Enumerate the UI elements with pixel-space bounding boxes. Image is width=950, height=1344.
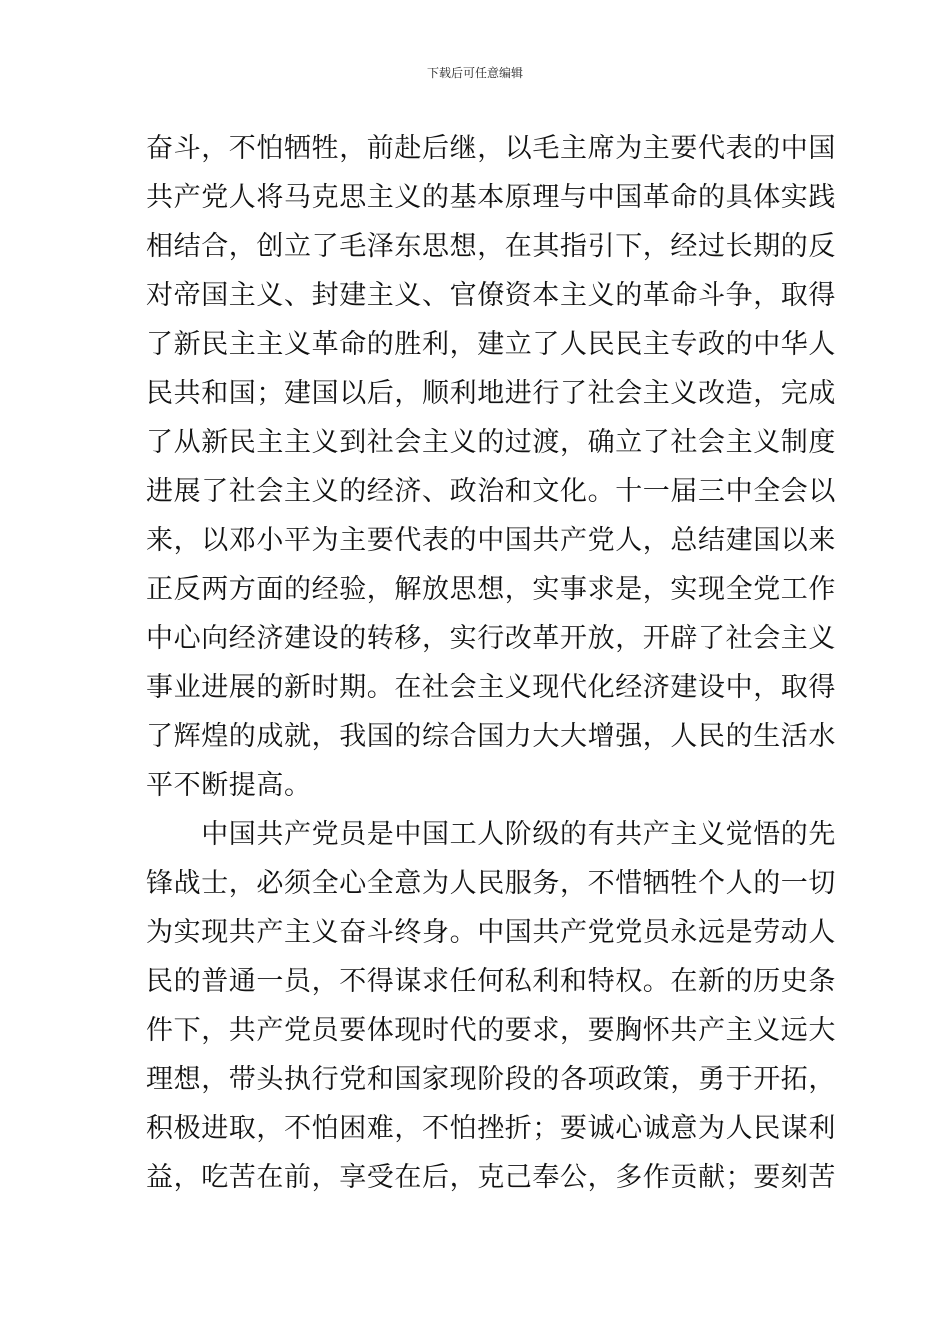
text-line: 中国共产党员是中国工人阶级的有共产主义觉悟的先 (146, 819, 836, 850)
text-line: 奋斗，不怕牺牲，前赴后继，以毛主席为主要代表的中国 (146, 133, 836, 164)
text-line: 益，吃苦在前，享受在后，克己奉公，多作贡献；要刻苦 (146, 1162, 836, 1193)
text-line: 件下，共产党员要体现时代的要求，要胸怀共产主义远大 (146, 1015, 836, 1046)
text-line: 共产党人将马克思主义的基本原理与中国革命的具体实践 (146, 182, 836, 213)
text-line: 对帝国主义、封建主义、官僚资本主义的革命斗争，取得 (146, 280, 836, 311)
text-line: 民的普通一员，不得谋求任何私利和特权。在新的历史条 (146, 966, 836, 997)
page-header: 下载后可任意编辑 (426, 66, 523, 80)
text-line: 事业进展的新时期。在社会主义现代化经济建设中，取得 (146, 672, 836, 703)
text-line: 进展了社会主义的经济、政治和文化。十一届三中全会以 (146, 476, 836, 507)
text-line: 来，以邓小平为主要代表的中国共产党人，总结建国以来 (146, 525, 836, 556)
text-line: 为实现共产主义奋斗终身。中国共产党党员永远是劳动人 (146, 917, 836, 948)
text-line: 正反两方面的经验，解放思想，实事求是，实现全党工作 (146, 574, 836, 605)
text-line: 民共和国；建国以后，顺利地进行了社会主义改造，完成 (146, 378, 836, 409)
text-line: 锋战士，必须全心全意为人民服务，不惜牺牲个人的一切 (146, 868, 836, 899)
text-line: 相结合，创立了毛泽东思想，在其指引下，经过长期的反 (146, 231, 836, 262)
text-line: 平不断提高。 (146, 770, 312, 801)
text-line: 理想，带头执行党和国家现阶段的各项政策，勇于开拓， (146, 1064, 836, 1095)
text-line: 中心向经济建设的转移，实行改革开放，开辟了社会主义 (146, 623, 836, 654)
text-line: 积极进取，不怕困难，不怕挫折；要诚心诚意为人民谋利 (146, 1113, 836, 1144)
text-line: 了从新民主主义到社会主义的过渡，确立了社会主义制度 (146, 427, 836, 458)
text-line: 了新民主主义革命的胜利，建立了人民民主专政的中华人 (146, 329, 836, 360)
text-line: 了辉煌的成就，我国的综合国力大大增强，人民的生活水 (146, 721, 836, 752)
